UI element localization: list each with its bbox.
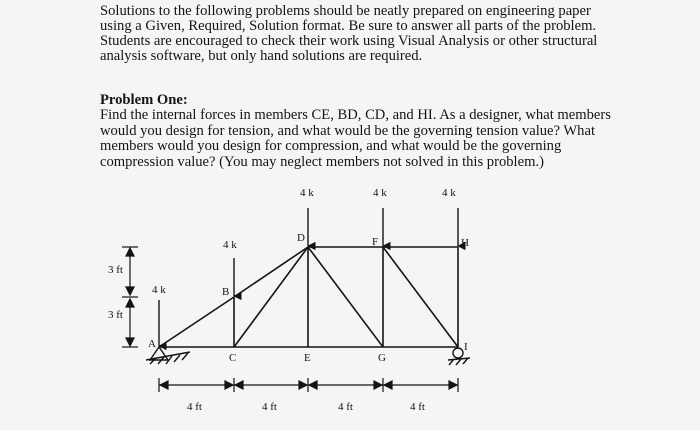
truss-members: [159, 247, 458, 347]
span-label: 4 ft: [262, 401, 277, 413]
span-label: 4 ft: [187, 401, 202, 413]
load-label: 4 k: [300, 187, 314, 199]
instructions-line: analysis software, but only hand solutions are required.: [100, 48, 423, 64]
member-CD: [234, 247, 308, 347]
problem-line: Find the internal forces in members CE, BD, CD, and HI. As a designer, what members: [100, 107, 611, 123]
node-label: C: [229, 352, 237, 364]
load-label: 4 k: [373, 187, 387, 199]
problem-title: Problem One:: [100, 92, 188, 108]
load-label: 4 k: [442, 187, 456, 199]
node-label: G: [378, 352, 386, 364]
node-label: A: [148, 338, 156, 350]
height-label: 3 ft: [108, 264, 123, 276]
problem-line: members would you design for compression, and what would be the governing: [100, 138, 562, 154]
node-label: H: [461, 237, 469, 249]
span-dimensions: [159, 378, 458, 392]
load-label: 4 k: [223, 239, 237, 251]
node-label: D: [297, 232, 305, 244]
member-FI: [383, 247, 458, 347]
load-label: 4 k: [152, 284, 166, 296]
span-label: 4 ft: [410, 401, 425, 413]
node-label: F: [372, 236, 379, 248]
instructions-line: using a Given, Required, Solution format. Be sure to answer all parts of the problem.: [100, 18, 597, 34]
node-label: B: [222, 286, 230, 298]
member-DG: [308, 247, 383, 347]
member-AB: [159, 297, 234, 347]
height-dimensions: [122, 247, 138, 347]
span-label: 4 ft: [338, 401, 353, 413]
problem-line: compression value? (You may neglect members not solved in this problem.): [100, 153, 544, 170]
instructions-line: Solutions to the following problems should be neatly prepared on engineering paper: [100, 3, 591, 19]
member-BD: [234, 247, 308, 297]
node-label: I: [464, 341, 468, 353]
instructions-line: Students are encouraged to check their work using Visual Analysis or other structural: [100, 33, 598, 49]
node-label: E: [304, 352, 311, 364]
height-label: 3 ft: [108, 309, 123, 321]
problem-line: would you design for tension, and what would be the governing tension value? What: [100, 122, 596, 139]
